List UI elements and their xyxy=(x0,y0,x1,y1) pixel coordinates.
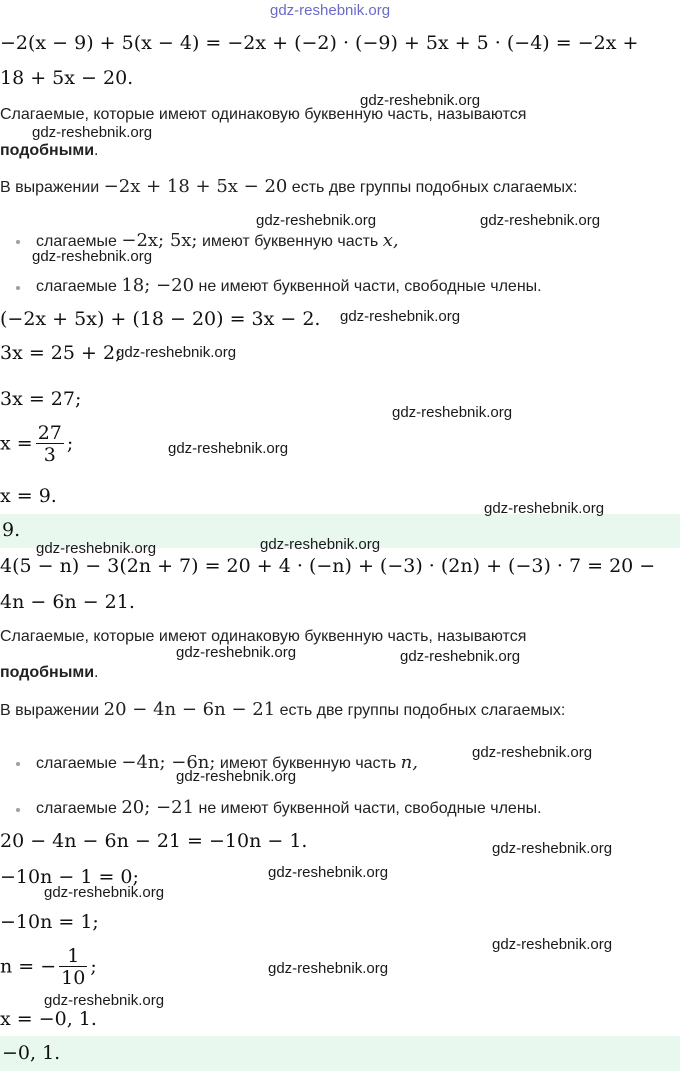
watermark: gdz-reshebnik.org xyxy=(480,212,601,229)
expansion-line-1: −2(x − 9) + 5(x − 4) = −2x + (−2) · (−9) + 5x + 5 · (−4) = −2x + xyxy=(0,32,639,54)
bullet-dot xyxy=(16,240,20,244)
groups-intro-expr: −2x + 18 + 5x − 20 xyxy=(103,176,288,197)
watermark: gdz-reshebnik.org xyxy=(116,344,237,361)
step-equation: 3x = 25 + 2; xyxy=(0,342,122,364)
bullet-pre: слагаемые xyxy=(36,755,122,772)
bullet-pre: слагаемые xyxy=(36,233,122,250)
watermark: gdz-reshebnik.org xyxy=(168,440,289,457)
watermark: gdz-reshebnik.org xyxy=(340,308,461,325)
watermark: gdz-reshebnik.org xyxy=(392,404,513,421)
step-equation: 3x = 27; xyxy=(0,388,82,410)
expansion-line-2: 4n − 6n − 21. xyxy=(0,591,135,613)
watermark: gdz-reshebnik.org xyxy=(492,840,613,857)
definition-term xyxy=(0,142,99,160)
bullet-post: не имеют буквенной части, свободные члены. xyxy=(194,278,542,295)
watermark: gdz-reshebnik.org xyxy=(492,936,613,953)
bullet-expr: 18; −20 xyxy=(121,275,195,296)
bullet-var: x, xyxy=(382,230,399,251)
fraction-denominator: 10 xyxy=(61,967,86,989)
definition-dot: . xyxy=(94,664,99,681)
bullet-dot xyxy=(16,286,20,290)
watermark: gdz-reshebnik.org xyxy=(176,644,297,661)
watermark: gdz-reshebnik.org xyxy=(176,768,297,785)
watermark: gdz-reshebnik.org xyxy=(484,500,605,517)
watermark: gdz-reshebnik.org xyxy=(472,744,593,761)
bullet-expr: 20; −21 xyxy=(121,797,195,818)
bullet-post: имеют буквенную часть xyxy=(215,755,401,772)
fraction-numerator: 27 xyxy=(37,422,62,444)
fraction-lhs: x = xyxy=(0,432,33,455)
watermark: gdz-reshebnik.org xyxy=(44,884,165,901)
step-grouping: 20 − 4n − 6n − 21 = −10n − 1. xyxy=(0,830,308,852)
answer-value: −0, 1. xyxy=(2,1042,61,1064)
expansion-line-1: 4(5 − n) − 3(2n + 7) = 20 + 4 · (−n) + (−3) · (2n) + (−3) · 7 = 20 − xyxy=(0,555,656,577)
watermark: gdz-reshebnik.org xyxy=(36,540,157,557)
fraction-tail: ; xyxy=(90,955,97,978)
bullet-expr: −4n; −6n; xyxy=(121,752,216,773)
bullet-item-constants xyxy=(36,797,542,818)
groups-intro-post: есть две группы подобных слагаемых: xyxy=(287,179,578,196)
groups-intro xyxy=(0,699,565,720)
groups-intro-pre: В выражении xyxy=(0,702,104,719)
definition-dot: . xyxy=(94,142,99,159)
watermark: gdz-reshebnik.org xyxy=(32,124,153,141)
bullet-dot xyxy=(16,808,20,812)
step-grouping: (−2x + 5x) + (18 − 20) = 3x − 2. xyxy=(0,308,321,330)
bullet-dot xyxy=(16,762,20,766)
watermark: gdz-reshebnik.org xyxy=(260,536,381,553)
fraction xyxy=(59,946,87,989)
bullet-pre: слагаемые xyxy=(36,278,122,295)
bullet-var: n, xyxy=(400,752,418,773)
step-equation: −10n = 1; xyxy=(0,911,99,933)
watermark: gdz-reshebnik.org xyxy=(44,992,165,1009)
step-result: x = 9. xyxy=(0,485,57,507)
definition-bold: подобными xyxy=(0,142,95,159)
watermark: gdz-reshebnik.org xyxy=(268,864,389,881)
watermark-top: gdz-reshebnik.org xyxy=(270,2,391,19)
watermark: gdz-reshebnik.org xyxy=(360,92,481,109)
watermark: gdz-reshebnik.org xyxy=(400,648,521,665)
answer-band xyxy=(0,1036,680,1071)
fraction-lhs: n = − xyxy=(0,955,57,978)
step-equation: −10n − 1 = 0; xyxy=(0,866,139,888)
step-fraction xyxy=(0,946,97,989)
fraction xyxy=(36,423,64,466)
definition-text: Слагаемые, которые имеют одинаковую буквенную часть, называются xyxy=(0,628,527,645)
fraction-numerator: 1 xyxy=(67,945,80,967)
bullet-expr: −2x; 5x; xyxy=(121,230,198,251)
groups-intro-post: есть две группы подобных слагаемых: xyxy=(275,702,566,719)
bullet-post: не имеют буквенной части, свободные члены. xyxy=(194,800,542,817)
groups-intro-expr: 20 − 4n − 6n − 21 xyxy=(103,699,276,720)
step-fraction xyxy=(0,423,73,466)
watermark: gdz-reshebnik.org xyxy=(268,960,389,977)
watermark: gdz-reshebnik.org xyxy=(32,248,153,265)
groups-intro xyxy=(0,176,578,197)
definition-term xyxy=(0,664,99,682)
bullet-item-constants xyxy=(36,275,542,296)
groups-intro-pre: В выражении xyxy=(0,179,104,196)
definition-bold: подобными xyxy=(0,664,95,681)
definition-text: Слагаемые, которые имеют одинаковую буквенную часть, называются xyxy=(0,106,527,123)
watermark: gdz-reshebnik.org xyxy=(256,212,377,229)
fraction-tail: ; xyxy=(66,432,74,455)
fraction-denominator: 3 xyxy=(36,443,64,466)
bullet-post: имеют буквенную часть xyxy=(197,233,383,250)
step-result: x = −0, 1. xyxy=(0,1008,97,1030)
answer-value: 9. xyxy=(2,519,21,541)
bullet-pre: слагаемые xyxy=(36,800,122,817)
expansion-line-2: 18 + 5x − 20. xyxy=(0,67,134,89)
